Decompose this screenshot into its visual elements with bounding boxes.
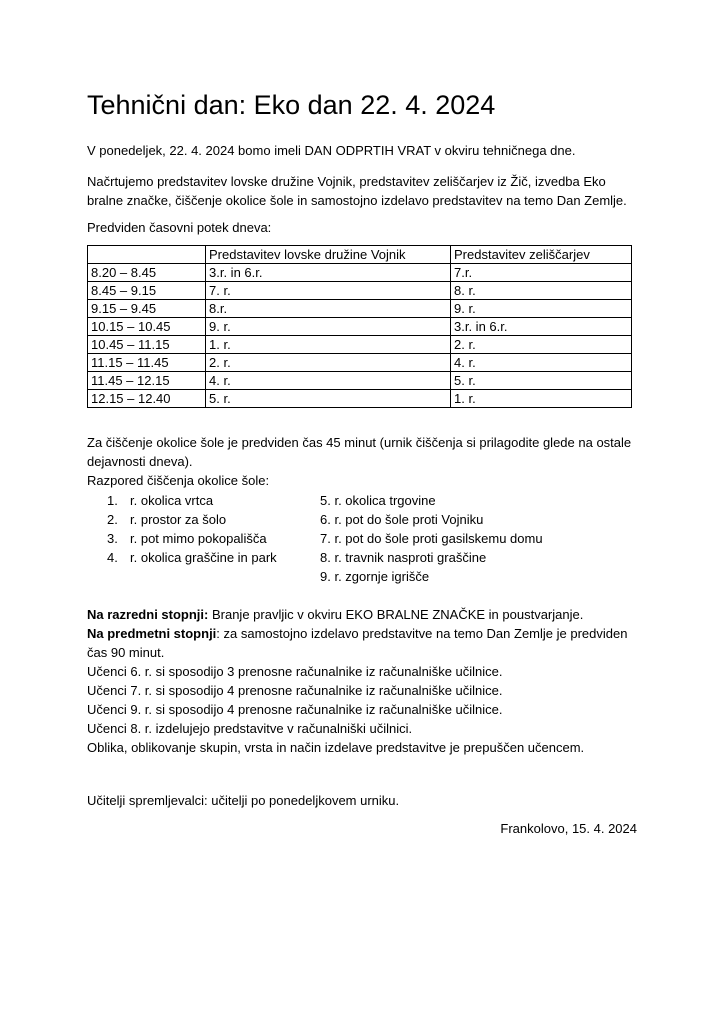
list-number: 1. (107, 493, 118, 508)
list-number: 3. (107, 531, 118, 546)
teachers-line: Učitelji spremljevalci: učitelji po ponedeljkovem urniku. (87, 793, 400, 808)
table-cell: 9. r. (206, 318, 451, 336)
intro-paragraph: V ponedeljek, 22. 4. 2024 bomo imeli DAN ODPRTIH VRAT v okviru tehničnega dne. (87, 143, 576, 158)
table-row (88, 354, 632, 372)
class-level-label: Na razredni stopnji: (87, 607, 209, 622)
table-cell: 2. r. (451, 336, 632, 354)
cleaning-item-left (107, 491, 213, 510)
table-cell: 9. r. (451, 300, 632, 318)
table-cell: 8.20 – 8.45 (88, 264, 206, 282)
cleaning-item-left (107, 510, 226, 529)
list-item (87, 529, 637, 548)
list-text: r. prostor za šolo (130, 512, 227, 527)
subject-level-label: Na predmetni stopnji (87, 626, 217, 641)
table-cell: 3.r. in 6.r. (451, 318, 632, 336)
schedule-table (87, 245, 632, 408)
table-row (88, 300, 632, 318)
cleaning-item-right: 9. r. zgornje igrišče (320, 569, 430, 584)
cleaning-item-right: 7. r. pot do šole proti gasilskemu domu (320, 531, 543, 546)
note-line: Učenci 9. r. si sposodijo 4 prenosne računalnike iz računalniške učilnice. (87, 702, 503, 717)
list-item (87, 510, 637, 529)
table-row (88, 336, 632, 354)
list-text: r. okolica vrtca (130, 493, 214, 508)
table-cell: 11.45 – 12.15 (88, 372, 206, 390)
table-cell: 10.45 – 11.15 (88, 336, 206, 354)
cleaning-plan-label: Razpored čiščenja okolice šole: (87, 473, 270, 488)
table-cell: 11.15 – 11.45 (88, 354, 206, 372)
table-row (88, 318, 632, 336)
list-item (87, 491, 637, 510)
note-line: Učenci 8. r. izdelujejo predstavitve v računalniški učilnici. (87, 721, 413, 736)
table-header-cell (88, 246, 206, 264)
table-header-cell: Predstavitev lovske družine Vojnik (206, 246, 451, 264)
plan-paragraph: Načrtujemo predstavitev lovske družine Vojnik, predstavitev zeliščarjev iz Žič, izvedba Eko bralne značke, čiščenje okolice šole in samostojno izdelavo predstavitev na temo Dan Zemlje. (87, 174, 627, 208)
table-header-cell: Predstavitev zeliščarjev (451, 246, 632, 264)
table-cell: 1. r. (451, 390, 632, 408)
schedule-label: Predviden časovni potek dneva: (87, 220, 272, 235)
cleaning-list (87, 491, 637, 586)
table-cell: 4. r. (206, 372, 451, 390)
table-cell: 1. r. (206, 336, 451, 354)
table-cell: 5. r. (451, 372, 632, 390)
table-cell: 7.r. (451, 264, 632, 282)
table-cell: 5. r. (206, 390, 451, 408)
class-level-line (87, 605, 637, 624)
list-text: r. pot mimo pokopališča (130, 531, 267, 546)
table-cell: 8.r. (206, 300, 451, 318)
cleaning-item-right: 8. r. travnik nasproti graščine (320, 550, 487, 565)
table-cell: 8. r. (451, 282, 632, 300)
table-cell: 9.15 – 9.45 (88, 300, 206, 318)
list-item (87, 567, 637, 586)
schedule-table-body (88, 246, 632, 408)
list-item (87, 548, 637, 567)
note-line: Učenci 7. r. si sposodijo 4 prenosne računalnike iz računalniške učilnice. (87, 683, 503, 698)
list-number: 4. (107, 550, 118, 565)
table-row (88, 390, 632, 408)
list-text: r. okolica graščine in park (130, 550, 277, 565)
cleaning-item-right: 5. r. okolica trgovine (320, 493, 436, 508)
table-cell: 8.45 – 9.15 (88, 282, 206, 300)
cleaning-item-left (107, 529, 267, 548)
table-cell: 3.r. in 6.r. (206, 264, 451, 282)
cleaning-item-left (107, 548, 277, 567)
class-level-text: Branje pravljic v okviru EKO BRALNE ZNAČKE in poustvarjanje. (208, 607, 584, 622)
document-title: Tehnični dan: Eko dan 22. 4. 2024 (87, 90, 496, 120)
table-cell: 2. r. (206, 354, 451, 372)
table-cell: 4. r. (451, 354, 632, 372)
table-header-row (88, 246, 632, 264)
table-row (88, 372, 632, 390)
table-cell: 7. r. (206, 282, 451, 300)
list-number: 2. (107, 512, 118, 527)
cleaning-item-right: 6. r. pot do šole proti Vojniku (320, 512, 484, 527)
table-cell: 12.15 – 12.40 (88, 390, 206, 408)
note-line: Oblika, oblikovanje skupin, vrsta in način izdelave predstavitve je prepuščen učencem. (87, 740, 585, 755)
table-cell: 10.15 – 10.45 (88, 318, 206, 336)
note-line: Učenci 6. r. si sposodijo 3 prenosne računalnike iz računalniške učilnice. (87, 664, 503, 679)
table-row (88, 282, 632, 300)
subject-level-text: : za samostojno izdelavo predstavitve na temo Dan Zemlje je predviden čas 90 minut. (87, 626, 628, 660)
notes-section (87, 605, 637, 757)
cleaning-note: Za čiščenje okolice šole je predviden čas 45 minut (urnik čiščenja si prilagodite glede na ostale dejavnosti dneva). (87, 435, 632, 469)
signoff-place-date: Frankolovo, 15. 4. 2024 (500, 821, 637, 836)
subject-level-line (87, 624, 637, 662)
table-row (88, 264, 632, 282)
